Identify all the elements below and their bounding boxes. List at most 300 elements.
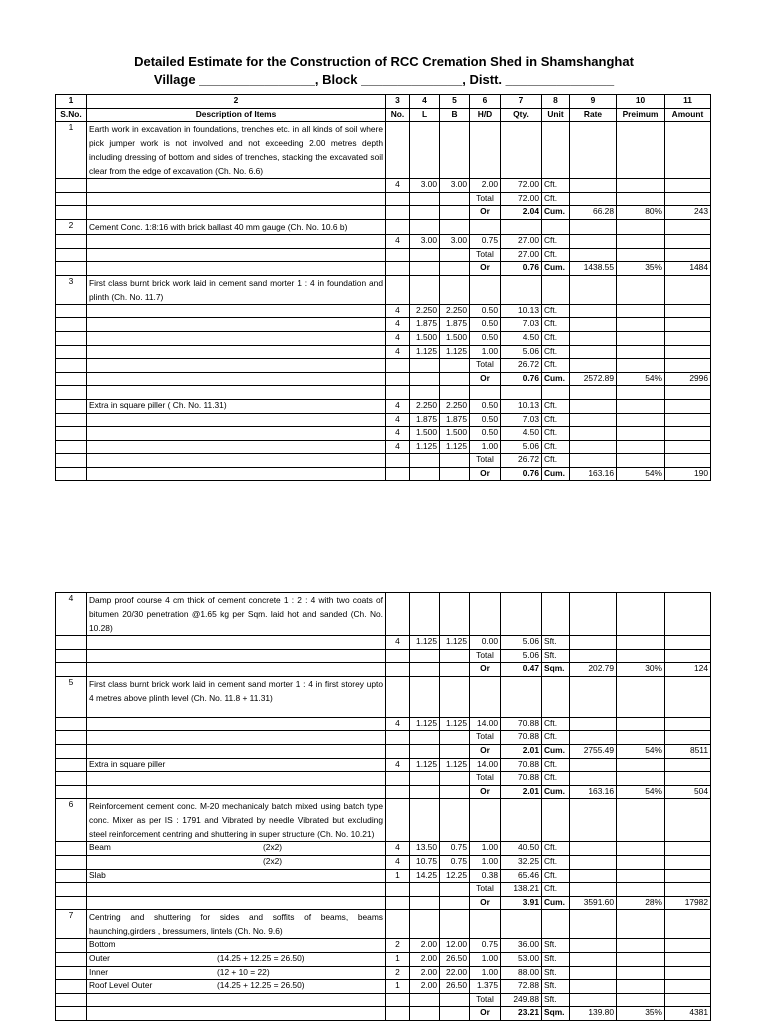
estimate-row-meas bbox=[56, 855, 711, 869]
cell-desc bbox=[87, 869, 386, 883]
column-number: 7 bbox=[501, 95, 542, 109]
cell-h: 0.50 bbox=[470, 427, 501, 441]
cell-qty: 2.04 bbox=[501, 206, 542, 220]
cell-b: 22.00 bbox=[440, 966, 470, 980]
cell-no: 4 bbox=[386, 234, 410, 248]
cell-h: 1.00 bbox=[470, 842, 501, 856]
cell-qty: 72.00 bbox=[501, 179, 542, 193]
cell-h: 1.00 bbox=[470, 345, 501, 359]
cell-no bbox=[386, 192, 410, 206]
cell-prem: 30% bbox=[617, 663, 665, 677]
cell-rate bbox=[570, 883, 617, 897]
cell-unit: Cft. bbox=[542, 399, 570, 413]
cell-desc bbox=[87, 372, 386, 386]
cell-rate bbox=[570, 122, 617, 179]
estimate-row-total bbox=[56, 883, 711, 897]
cell-b bbox=[440, 1007, 470, 1021]
cell-no: 4 bbox=[386, 842, 410, 856]
column-header-row bbox=[56, 108, 711, 122]
cell-unit: Cum. bbox=[542, 467, 570, 481]
cell-desc: Damp proof course 4 cm thick of cement concrete 1 : 2 : 4 with two coats of bitumen 20/30 penetration @1.65 kg per Sqm. laid hot and sanded (Ch. No. 10.28) bbox=[87, 593, 386, 636]
cell-h: 0.75 bbox=[470, 234, 501, 248]
cell-unit: Sft. bbox=[542, 980, 570, 994]
cell-qty bbox=[501, 593, 542, 636]
cell-sno bbox=[56, 731, 87, 745]
cell-unit: Cum. bbox=[542, 262, 570, 276]
cell-b: 1.125 bbox=[440, 717, 470, 731]
cell-amt bbox=[665, 676, 711, 717]
cell-rate bbox=[570, 855, 617, 869]
cell-l bbox=[410, 219, 440, 234]
cell-l bbox=[410, 192, 440, 206]
cell-sno bbox=[56, 855, 87, 869]
cell-no bbox=[386, 122, 410, 179]
cell-sno: 1 bbox=[56, 122, 87, 179]
cell-l bbox=[410, 454, 440, 468]
measurement-label: Roof Level Outer bbox=[89, 980, 153, 991]
cell-l bbox=[410, 359, 440, 373]
cell-b bbox=[440, 467, 470, 481]
cell-prem bbox=[617, 248, 665, 262]
cell-qty: 32.25 bbox=[501, 855, 542, 869]
cell-amt bbox=[665, 593, 711, 636]
estimate-table-part-1-body bbox=[56, 95, 711, 481]
cell-l bbox=[410, 663, 440, 677]
cell-no: 2 bbox=[386, 966, 410, 980]
cell-no bbox=[386, 262, 410, 276]
total-label: Total bbox=[476, 993, 494, 1004]
cell-h bbox=[470, 649, 501, 663]
cell-rate bbox=[570, 234, 617, 248]
cell-b bbox=[440, 649, 470, 663]
cell-b: 26.50 bbox=[440, 952, 470, 966]
cell-unit: Cft. bbox=[542, 869, 570, 883]
cell-sno bbox=[56, 649, 87, 663]
cell-b bbox=[440, 219, 470, 234]
cell-qty: 23.21 bbox=[501, 1007, 542, 1021]
cell-l: 2.00 bbox=[410, 939, 440, 953]
cell-rate bbox=[570, 318, 617, 332]
cell-prem bbox=[617, 952, 665, 966]
column-header: No. bbox=[386, 108, 410, 122]
cell-qty bbox=[501, 386, 542, 400]
cell-b bbox=[440, 122, 470, 179]
cell-desc bbox=[87, 952, 386, 966]
estimate-row-item bbox=[56, 910, 711, 939]
cell-l bbox=[410, 744, 440, 758]
cell-qty: 4.50 bbox=[501, 331, 542, 345]
cell-sno bbox=[56, 744, 87, 758]
cell-desc bbox=[87, 386, 386, 400]
cell-no: 4 bbox=[386, 304, 410, 318]
cell-amt bbox=[665, 883, 711, 897]
cell-rate bbox=[570, 359, 617, 373]
estimate-row-meas bbox=[56, 331, 711, 345]
cell-sno bbox=[56, 772, 87, 786]
cell-amt: 17982 bbox=[665, 896, 711, 910]
cell-prem: 80% bbox=[617, 206, 665, 220]
cell-l bbox=[410, 206, 440, 220]
cell-l bbox=[410, 386, 440, 400]
cell-rate bbox=[570, 219, 617, 234]
cell-qty: 36.00 bbox=[501, 939, 542, 953]
cell-no bbox=[386, 993, 410, 1007]
cell-rate bbox=[570, 649, 617, 663]
cell-unit: Cft. bbox=[542, 248, 570, 262]
cell-rate: 163.16 bbox=[570, 467, 617, 481]
cell-no bbox=[386, 799, 410, 842]
estimate-row-meas bbox=[56, 318, 711, 332]
cell-amt bbox=[665, 359, 711, 373]
cell-desc bbox=[87, 649, 386, 663]
cell-h bbox=[470, 122, 501, 179]
column-number: 6 bbox=[470, 95, 501, 109]
cell-no bbox=[386, 206, 410, 220]
cell-qty: 3.91 bbox=[501, 896, 542, 910]
or-label: Or bbox=[480, 372, 490, 383]
cell-amt bbox=[665, 399, 711, 413]
or-label: Or bbox=[480, 744, 490, 755]
total-label: Total bbox=[476, 359, 494, 370]
cell-h bbox=[470, 799, 501, 842]
cell-no bbox=[386, 910, 410, 939]
cell-h bbox=[470, 785, 501, 799]
cell-prem bbox=[617, 772, 665, 786]
cell-h bbox=[470, 676, 501, 717]
cell-desc bbox=[87, 896, 386, 910]
cell-unit: Cum. bbox=[542, 744, 570, 758]
estimate-row-meas bbox=[56, 440, 711, 454]
cell-no bbox=[386, 386, 410, 400]
cell-amt bbox=[665, 855, 711, 869]
cell-amt bbox=[665, 386, 711, 400]
total-label: Total bbox=[476, 248, 494, 259]
cell-h: 1.00 bbox=[470, 855, 501, 869]
cell-amt bbox=[665, 275, 711, 304]
cell-qty: 7.03 bbox=[501, 318, 542, 332]
cell-desc bbox=[87, 413, 386, 427]
or-label: Or bbox=[480, 1007, 490, 1018]
estimate-row-meas bbox=[56, 399, 711, 413]
estimate-row-total bbox=[56, 993, 711, 1007]
cell-rate bbox=[570, 413, 617, 427]
cell-b bbox=[440, 676, 470, 717]
cell-qty: 5.06 bbox=[501, 345, 542, 359]
cell-qty: 0.76 bbox=[501, 467, 542, 481]
column-header: Description of Items bbox=[87, 108, 386, 122]
estimate-row-total bbox=[56, 248, 711, 262]
column-header: Rate bbox=[570, 108, 617, 122]
estimate-row-total bbox=[56, 192, 711, 206]
estimate-row-total bbox=[56, 731, 711, 745]
cell-unit: Cft. bbox=[542, 883, 570, 897]
cell-h: 1.00 bbox=[470, 440, 501, 454]
cell-qty: 26.72 bbox=[501, 359, 542, 373]
cell-unit: Sqm. bbox=[542, 663, 570, 677]
cell-desc bbox=[87, 939, 386, 953]
cell-rate bbox=[570, 179, 617, 193]
estimate-row-meas bbox=[56, 939, 711, 953]
cell-amt bbox=[665, 345, 711, 359]
estimate-row-meas bbox=[56, 980, 711, 994]
cell-no bbox=[386, 744, 410, 758]
cell-h: 0.38 bbox=[470, 869, 501, 883]
cell-prem bbox=[617, 939, 665, 953]
cell-qty: 70.88 bbox=[501, 717, 542, 731]
cell-amt bbox=[665, 717, 711, 731]
cell-no bbox=[386, 883, 410, 897]
cell-qty: 5.06 bbox=[501, 649, 542, 663]
cell-qty: 7.03 bbox=[501, 413, 542, 427]
or-label: Or bbox=[480, 206, 490, 217]
cell-h bbox=[470, 744, 501, 758]
cell-qty: 27.00 bbox=[501, 234, 542, 248]
cell-b bbox=[440, 785, 470, 799]
cell-prem bbox=[617, 454, 665, 468]
or-label: Or bbox=[480, 467, 490, 478]
estimate-row-or bbox=[56, 785, 711, 799]
measurement-label: Slab bbox=[89, 869, 106, 880]
cell-h bbox=[470, 262, 501, 276]
total-label: Total bbox=[476, 883, 494, 894]
cell-qty: 0.76 bbox=[501, 372, 542, 386]
cell-l bbox=[410, 993, 440, 1007]
cell-h bbox=[470, 883, 501, 897]
column-number: 4 bbox=[410, 95, 440, 109]
cell-l: 3.00 bbox=[410, 234, 440, 248]
cell-desc bbox=[87, 248, 386, 262]
cell-b: 12.25 bbox=[440, 869, 470, 883]
column-header: Preimum bbox=[617, 108, 665, 122]
cell-amt bbox=[665, 772, 711, 786]
cell-l: 1.125 bbox=[410, 345, 440, 359]
cell-sno bbox=[56, 663, 87, 677]
cell-b: 12.00 bbox=[440, 939, 470, 953]
cell-unit: Sft. bbox=[542, 636, 570, 650]
cell-b bbox=[440, 663, 470, 677]
cell-unit: Cum. bbox=[542, 206, 570, 220]
cell-amt bbox=[665, 980, 711, 994]
cell-no: 1 bbox=[386, 980, 410, 994]
cell-no bbox=[386, 649, 410, 663]
cell-b bbox=[440, 744, 470, 758]
cell-desc bbox=[87, 234, 386, 248]
cell-desc bbox=[87, 855, 386, 869]
cell-rate bbox=[570, 731, 617, 745]
cell-l bbox=[410, 896, 440, 910]
cell-rate bbox=[570, 636, 617, 650]
cell-desc bbox=[87, 980, 386, 994]
cell-prem bbox=[617, 304, 665, 318]
cell-sno bbox=[56, 883, 87, 897]
or-label: Or bbox=[480, 896, 490, 907]
column-header: H/D bbox=[470, 108, 501, 122]
cell-desc bbox=[87, 427, 386, 441]
estimate-row-meas bbox=[56, 413, 711, 427]
cell-desc bbox=[87, 304, 386, 318]
cell-b bbox=[440, 359, 470, 373]
cell-amt bbox=[665, 758, 711, 772]
cell-no: 4 bbox=[386, 331, 410, 345]
estimate-row-item bbox=[56, 275, 711, 304]
cell-no bbox=[386, 275, 410, 304]
cell-prem bbox=[617, 910, 665, 939]
cell-no: 4 bbox=[386, 717, 410, 731]
cell-unit: Cft. bbox=[542, 427, 570, 441]
cell-amt bbox=[665, 731, 711, 745]
cell-amt bbox=[665, 869, 711, 883]
cell-no bbox=[386, 593, 410, 636]
cell-desc bbox=[87, 467, 386, 481]
cell-rate: 2755.49 bbox=[570, 744, 617, 758]
cell-sno bbox=[56, 248, 87, 262]
measurement-label: Extra in square piller bbox=[89, 758, 166, 769]
cell-sno bbox=[56, 467, 87, 481]
cell-prem bbox=[617, 980, 665, 994]
cell-h bbox=[470, 359, 501, 373]
cell-desc bbox=[87, 758, 386, 772]
cell-l bbox=[410, 262, 440, 276]
cell-sno bbox=[56, 345, 87, 359]
cell-rate bbox=[570, 399, 617, 413]
cell-no: 4 bbox=[386, 413, 410, 427]
cell-qty: 27.00 bbox=[501, 248, 542, 262]
cell-l bbox=[410, 649, 440, 663]
cell-b bbox=[440, 799, 470, 842]
cell-l bbox=[410, 467, 440, 481]
estimate-row-or bbox=[56, 1007, 711, 1021]
estimate-row-total bbox=[56, 359, 711, 373]
cell-l bbox=[410, 799, 440, 842]
cell-h: 14.00 bbox=[470, 717, 501, 731]
cell-b bbox=[440, 910, 470, 939]
estimate-table-part-2 bbox=[55, 592, 711, 1021]
cell-sno bbox=[56, 896, 87, 910]
cell-b bbox=[440, 275, 470, 304]
cell-prem bbox=[617, 758, 665, 772]
cell-b bbox=[440, 192, 470, 206]
cell-desc bbox=[87, 842, 386, 856]
estimate-row-total bbox=[56, 649, 711, 663]
cell-unit bbox=[542, 910, 570, 939]
cell-l: 2.00 bbox=[410, 966, 440, 980]
cell-qty: 0.47 bbox=[501, 663, 542, 677]
cell-desc bbox=[87, 206, 386, 220]
estimate-row-or bbox=[56, 663, 711, 677]
cell-rate: 2572.89 bbox=[570, 372, 617, 386]
cell-sno bbox=[56, 440, 87, 454]
column-header: L bbox=[410, 108, 440, 122]
cell-sno bbox=[56, 939, 87, 953]
cell-unit: Cum. bbox=[542, 372, 570, 386]
total-label: Total bbox=[476, 731, 494, 742]
cell-sno bbox=[56, 192, 87, 206]
cell-sno bbox=[56, 372, 87, 386]
cell-h bbox=[470, 454, 501, 468]
cell-b bbox=[440, 372, 470, 386]
cell-prem bbox=[617, 676, 665, 717]
cell-h bbox=[470, 772, 501, 786]
cell-b bbox=[440, 593, 470, 636]
cell-desc bbox=[87, 262, 386, 276]
cell-desc bbox=[87, 345, 386, 359]
estimate-table-part-1 bbox=[55, 94, 711, 481]
cell-sno bbox=[56, 636, 87, 650]
cell-prem bbox=[617, 399, 665, 413]
cell-h: 0.50 bbox=[470, 399, 501, 413]
cell-l bbox=[410, 785, 440, 799]
cell-l bbox=[410, 731, 440, 745]
cell-b bbox=[440, 454, 470, 468]
cell-amt bbox=[665, 248, 711, 262]
cell-prem bbox=[617, 122, 665, 179]
cell-unit: Sqm. bbox=[542, 1007, 570, 1021]
cell-amt bbox=[665, 427, 711, 441]
cell-unit: Cft. bbox=[542, 731, 570, 745]
cell-no: 4 bbox=[386, 345, 410, 359]
cell-desc bbox=[87, 1007, 386, 1021]
cell-no bbox=[386, 676, 410, 717]
column-number: 8 bbox=[542, 95, 570, 109]
cell-desc bbox=[87, 192, 386, 206]
cell-no: 1 bbox=[386, 952, 410, 966]
cell-amt: 190 bbox=[665, 467, 711, 481]
estimate-row-or bbox=[56, 262, 711, 276]
cell-sno: 5 bbox=[56, 676, 87, 717]
cell-sno bbox=[56, 966, 87, 980]
cell-no bbox=[386, 772, 410, 786]
cell-desc bbox=[87, 717, 386, 731]
estimate-row-or bbox=[56, 467, 711, 481]
measurement-label: Outer bbox=[89, 952, 110, 963]
column-header: Amount bbox=[665, 108, 711, 122]
cell-prem bbox=[617, 359, 665, 373]
cell-h bbox=[470, 192, 501, 206]
cell-amt bbox=[665, 993, 711, 1007]
cell-b: 26.50 bbox=[440, 980, 470, 994]
cell-prem bbox=[617, 192, 665, 206]
cell-amt bbox=[665, 413, 711, 427]
cell-h: 0.50 bbox=[470, 304, 501, 318]
cell-sno: 2 bbox=[56, 219, 87, 234]
cell-l: 2.00 bbox=[410, 980, 440, 994]
cell-b bbox=[440, 386, 470, 400]
cell-sno bbox=[56, 1007, 87, 1021]
cell-sno bbox=[56, 842, 87, 856]
cell-prem bbox=[617, 413, 665, 427]
cell-no bbox=[386, 896, 410, 910]
estimate-row-meas bbox=[56, 966, 711, 980]
cell-sno bbox=[56, 758, 87, 772]
cell-l bbox=[410, 275, 440, 304]
measurement-note: (14.25 + 12.25 = 26.50) bbox=[217, 980, 305, 991]
cell-sno bbox=[56, 454, 87, 468]
cell-l bbox=[410, 676, 440, 717]
cell-unit: Cft. bbox=[542, 758, 570, 772]
estimate-subtitle: Village ________________, Block ______________, Distt. _______________ bbox=[153, 72, 615, 87]
cell-amt bbox=[665, 454, 711, 468]
cell-b: 2.250 bbox=[440, 304, 470, 318]
estimate-row-meas bbox=[56, 234, 711, 248]
cell-unit: Cft. bbox=[542, 842, 570, 856]
cell-qty bbox=[501, 219, 542, 234]
column-header: B bbox=[440, 108, 470, 122]
cell-b: 1.125 bbox=[440, 345, 470, 359]
column-number: 2 bbox=[87, 95, 386, 109]
cell-b: 1.500 bbox=[440, 331, 470, 345]
cell-desc bbox=[87, 663, 386, 677]
cell-rate bbox=[570, 440, 617, 454]
